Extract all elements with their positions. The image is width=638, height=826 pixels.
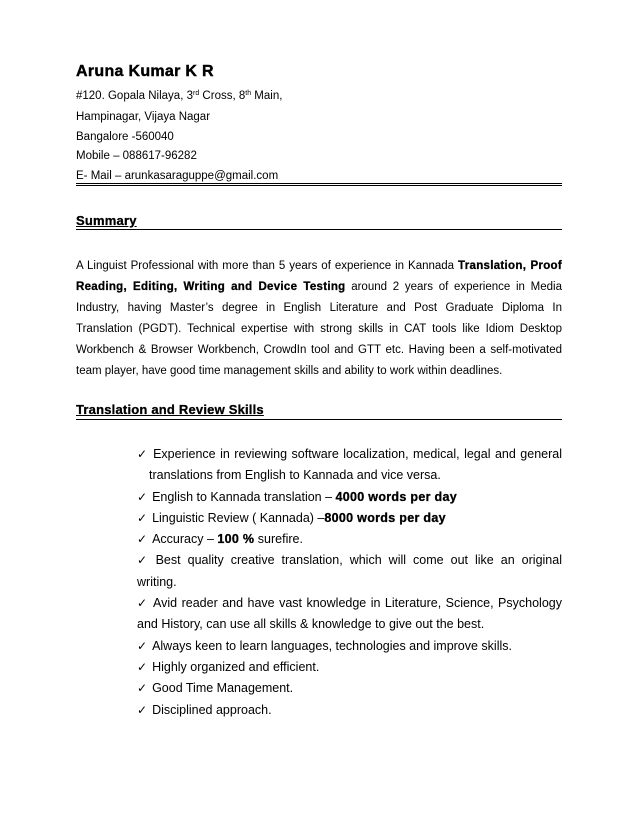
list-item: ✓ Linguistic Review ( Kannada) –8000 words per day <box>137 510 446 525</box>
checkmark-icon: ✓ <box>137 532 148 547</box>
list-item: ✓ Disciplined approach. <box>137 702 272 717</box>
checkmark-icon: ✓ <box>137 489 148 504</box>
checkmark-icon: ✓ <box>137 553 151 568</box>
header-divider <box>76 183 562 186</box>
summary-highlight: Translation, Proof Reading, Editing, Writing and Device Testing <box>76 260 562 293</box>
skills-divider <box>76 419 562 420</box>
address-line-2: Hampinagar, Vijaya Nagar <box>76 111 211 123</box>
list-item: ✓ Good Time Management. <box>137 681 294 696</box>
list-item: ✓ Avid reader and have vast knowledge in Literature, Science, Psychology and History, can use all skills & knowledge to give out the best. <box>137 596 562 632</box>
candidate-name: Aruna Kumar K R <box>76 63 214 80</box>
list-item: ✓ Highly organized and efficient. <box>137 659 320 674</box>
checkmark-icon: ✓ <box>137 447 149 461</box>
list-item: ✓ Best quality creative translation, which will come out like an original writing. <box>137 553 562 589</box>
list-item: ✓ Experience in reviewing software localization, medical, legal and general translations from English to Kannada and vice versa. <box>137 447 562 483</box>
summary-paragraph: A Linguist Professional with more than 5 years of experience in Kannada Translation, Proof Reading, Editing, Writing and Device Testing around 2 years of experience in Media Industry, having Master’s degree in English Literature and Post Graduate Diploma In Translation (PGDT). Technical expertise with strong skills in CAT tools like Idiom Desktop Workbench & Browser Workbench, CrowdIn tool and GTT etc. Having been a self-motivated team player, have good time management skills and ability to work within deadlines. <box>76 260 562 377</box>
skills-list <box>137 444 562 721</box>
list-item: ✓ English to Kannada translation – 4000 words per day <box>137 489 457 504</box>
skills-heading: Translation and Review Skills <box>76 402 264 417</box>
list-item: ✓ Always keen to learn languages, technologies and improve skills. <box>137 638 512 653</box>
checkmark-icon: ✓ <box>137 659 148 674</box>
address-line-3: Bangalore -560040 <box>76 131 174 143</box>
mobile-number: Mobile – 088617-96282 <box>76 150 197 162</box>
email-address: E- Mail – arunkasaraguppe@gmail.com <box>76 170 279 182</box>
summary-divider <box>76 229 562 230</box>
checkmark-icon: ✓ <box>137 681 148 696</box>
checkmark-icon: ✓ <box>137 596 149 611</box>
checkmark-icon: ✓ <box>137 638 148 653</box>
summary-heading: Summary <box>76 213 137 228</box>
checkmark-icon: ✓ <box>137 510 148 525</box>
checkmark-icon: ✓ <box>137 702 148 717</box>
list-item: ✓ Accuracy – 100 % surefire. <box>137 532 303 547</box>
address-line-1: #120. Gopala Nilaya, 3rd Cross, 8th Main, <box>76 90 283 102</box>
